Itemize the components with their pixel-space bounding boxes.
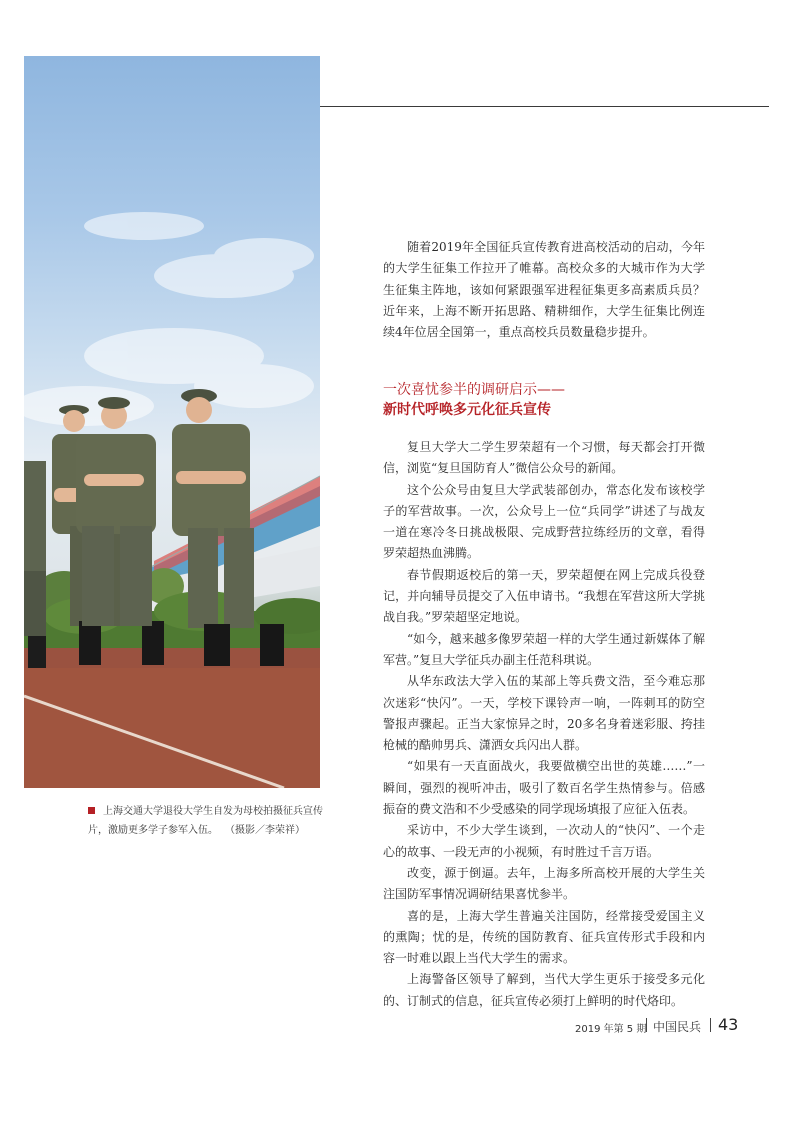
footer-separator: [646, 1018, 647, 1032]
magazine-name: 中国民兵: [653, 1020, 702, 1034]
footer-separator: [710, 1018, 711, 1032]
photo-caption: [88, 802, 324, 840]
issue-label: 2019 年第 5 期: [575, 1024, 647, 1035]
intro-paragraph: 随着2019年全国征兵宣传教育进高校活动的启动，今年的大学生征集工作拉开了帷幕。高校众多的大城市作为大学生征集主阵地，该如何紧跟强军进程征集更多高素质兵员？近年来，上海不断开拓思路、精耕细作，大学生征集比例连续4年位居全国第一，重点高校兵员数量稳步提升。: [383, 240, 705, 340]
body-paragraph: 上海警备区领导了解到，当代大学生更乐于接受多元化的、订制式的信息，征兵宣传必须打上鲜明的时代烙印。: [383, 972, 705, 1008]
page-footer: [555, 1016, 755, 1036]
section-subtitle: 新时代呼唤多元化征兵宣传: [383, 402, 551, 418]
soldiers-photo-illustration: [24, 56, 320, 788]
body-paragraph: 从华东政法大学入伍的某部上等兵费文浩，至今难忘那次迷彩“快闪”。一天，学校下课铃声一响，一阵刺耳的防空警报声骤起。正当大家惊异之时，20多名身着迷彩服、挎挂枪械的酷帅男兵、潇洒女兵闪出人群。: [383, 674, 705, 753]
caption-text: 上海交通大学退役大学生自发为母校拍摄征兵宣传片，激励更多学子参军入伍。: [88, 806, 323, 836]
photo-credit: （摄影／李荣祥）: [230, 825, 305, 836]
article-photo: [24, 56, 320, 788]
body-paragraph: 采访中，不少大学生谈到，一次动人的“快闪”、一个走心的故事、一段无声的小视频，有时胜过千言万语。: [383, 823, 705, 859]
page-number: 43: [718, 1015, 739, 1034]
body-paragraph: 喜的是，上海大学生普遍关注国防，经常接受爱国主义的熏陶；忧的是，传统的国防教育、征兵宣传形式手段和内容一时难以跟上当代大学生的需求。: [383, 908, 705, 966]
body-paragraph: 复旦大学大二学生罗荣超有一个习惯，每天都会打开微信，浏览“复旦国防育人”微信公众号的新闻。: [383, 440, 705, 476]
caption-marker-icon: [88, 807, 95, 814]
body-paragraph: 这个公众号由复旦大学武装部创办，常态化发布该校学子的军营故事。一次，公众号上一位“兵同学”讲述了与战友一道在寒冷冬日挑战极限、完成野营拉练经历的文章，看得罗荣超热血沸腾。: [383, 482, 705, 561]
article-body: [383, 437, 705, 1012]
body-paragraph: “如果有一天直面战火，我要做横空出世的英雄……”一瞬间，强烈的视听冲击，吸引了数百名学生热情参与。倍感振奋的费文浩和不少受感染的同学现场填报了应征入伍表。: [383, 759, 705, 817]
section-title: 一次喜忧参半的调研启示——: [383, 382, 565, 398]
section-heading: [383, 380, 705, 420]
body-paragraph: “如今，越来越多像罗荣超一样的大学生通过新媒体了解军营。”复旦大学征兵办副主任范科琪说。: [383, 631, 705, 667]
body-paragraph: 改变，源于倒逼。去年，上海多所高校开展的大学生关注国防军事情况调研结果喜忧参半。: [383, 865, 705, 902]
running-track: [24, 648, 320, 788]
cloud-shapes: [24, 212, 314, 426]
article-intro: [383, 237, 705, 343]
body-paragraph: 春节假期返校后的第一天，罗荣超便在网上完成兵役登记，并向辅导员提交了入伍申请书。“我想在军营这所大学挑战自我。”罗荣超坚定地说。: [383, 567, 705, 625]
